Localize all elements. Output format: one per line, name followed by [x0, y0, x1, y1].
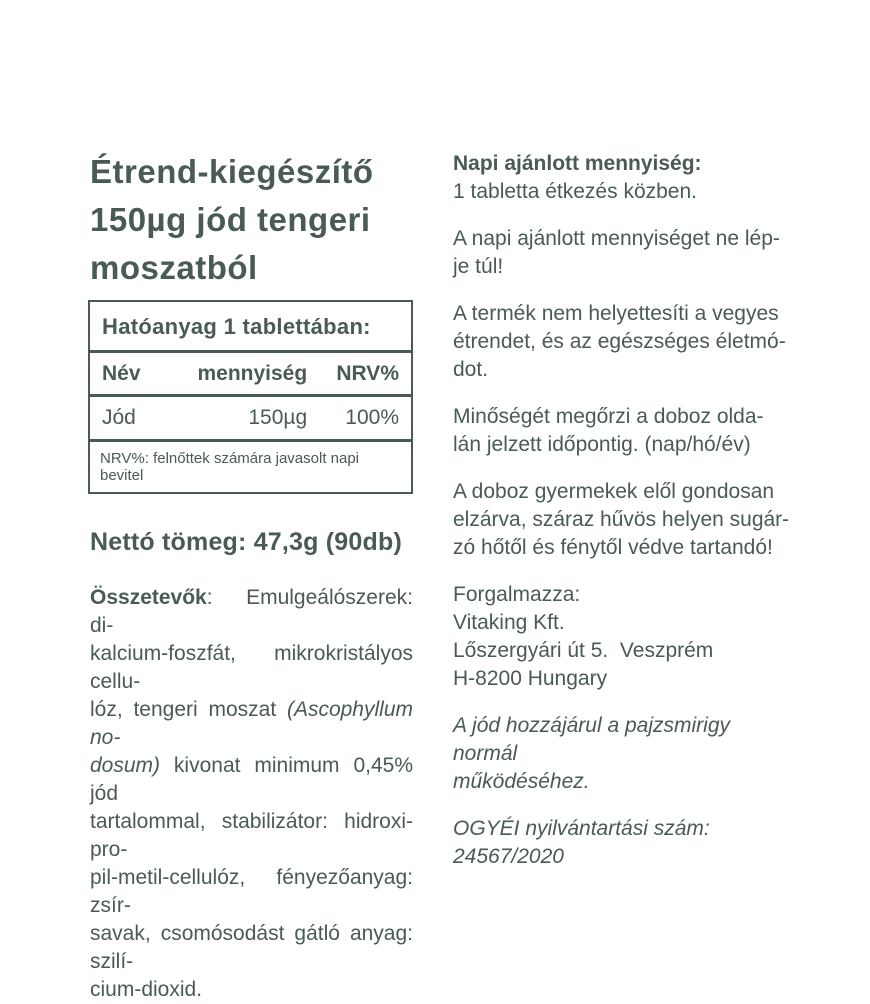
- ingredients-line: kalcium-foszfát, mikrokristályos cellu-: [90, 642, 413, 693]
- ingredients-line: lóz, tengeri moszat (Ascophyllum no-: [90, 698, 413, 749]
- column-header-name: Név: [89, 352, 185, 396]
- nrv-footnote: NRV%: felnőttek számára javasolt napi bevitel: [100, 450, 360, 484]
- label-left-column: [88, 148, 413, 1004]
- ingredients-paragraph: [90, 584, 413, 1004]
- info-paragraph: Forgalmazza: Vitaking Kft. Lőszergyári út 5. Veszprém H-8200 Hungary: [453, 583, 714, 690]
- cell-nrv-percent: 100%: [319, 396, 412, 441]
- ingredients-line: cium-dioxid.: [90, 978, 203, 1001]
- column-header-quantity: mennyiség: [185, 352, 319, 396]
- active-ingredient-table: [88, 300, 413, 494]
- info-paragraph: Napi ajánlott mennyiség: 1 tabletta étkezés közben.: [453, 152, 702, 203]
- net-weight: Nettó tömeg: 47,3g (90db): [90, 528, 402, 556]
- table-row: [89, 396, 412, 441]
- cell-ingredient-name: Jód: [89, 396, 185, 441]
- table-title: Hatóanyag 1 tablettában:: [89, 301, 412, 352]
- info-paragraph: OGYÉI nyilvántartási szám: 24567/2020: [453, 817, 710, 868]
- info-paragraph: A napi ajánlott mennyiséget ne lép- je túl!: [453, 227, 780, 278]
- cell-quantity: 150µg: [185, 396, 319, 441]
- info-paragraph: A jód hozzájárul a pajzsmirigy normál működéséhez.: [453, 714, 731, 793]
- ingredients-line: pil-metil-cellulóz, fényezőanyag: zsír-: [90, 866, 413, 917]
- column-header-nrv: NRV%: [319, 352, 412, 396]
- info-paragraph: A doboz gyermekek elől gondosan elzárva, száraz hűvös helyen sugár- zó hőtől és fénytől védve tartandó!: [453, 480, 790, 559]
- label-right-column: [453, 150, 798, 890]
- ingredients-line: savak, csomósodást gátló anyag: szilí-: [90, 922, 413, 973]
- ingredients-line: tartalommal, stabilizátor: hidroxi-pro-: [90, 810, 413, 861]
- ingredients-line: Összetevők: Emulgeálószerek: di-: [90, 586, 413, 637]
- info-paragraph: A termék nem helyettesíti a vegyes étrendet, és az egészséges életmó- dot.: [453, 302, 786, 381]
- ingredients-line: dosum) kivonat minimum 0,45% jód: [90, 754, 413, 805]
- info-paragraph: Minőségét megőrzi a doboz olda- lán jelzett időpontig. (nap/hó/év): [453, 405, 764, 456]
- product-title: Étrend-kiegészítő 150µg jód tengeri moszatból: [90, 153, 374, 286]
